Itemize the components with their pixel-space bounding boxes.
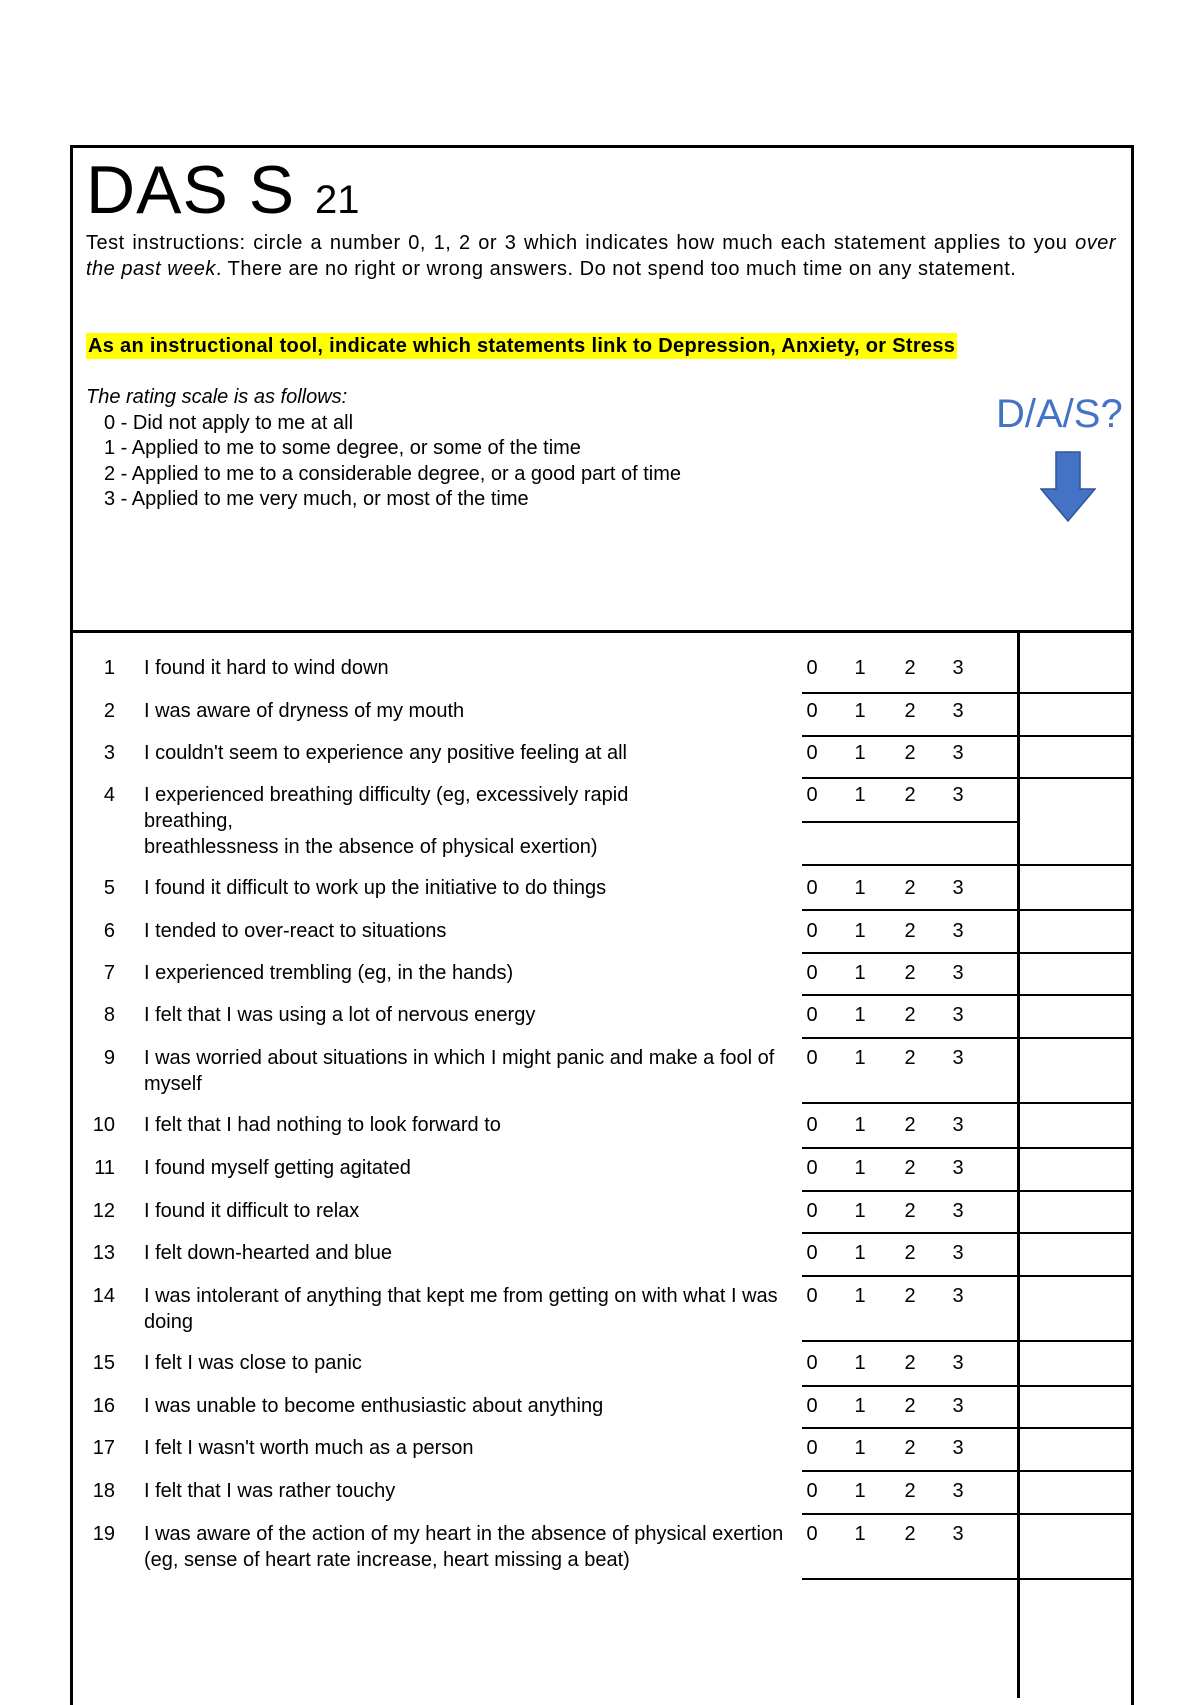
rating-choice-2[interactable]: 2 bbox=[904, 1114, 916, 1136]
rating-choice-3[interactable]: 3 bbox=[952, 1352, 964, 1374]
rating-choice-3[interactable]: 3 bbox=[952, 1395, 964, 1417]
item-statement bbox=[144, 782, 784, 860]
rating-choice-0[interactable]: 0 bbox=[806, 1114, 818, 1136]
item-statement: I was aware of dryness of my mouth bbox=[144, 700, 465, 722]
rating-choice-2[interactable]: 2 bbox=[904, 877, 916, 899]
das-label: D/A/S? bbox=[996, 392, 1123, 436]
rating-choice-1[interactable]: 1 bbox=[854, 1200, 866, 1222]
row-divider bbox=[802, 1102, 1132, 1104]
item-number: 16 bbox=[92, 1395, 115, 1417]
rating-option: 0 - Did not apply to me at all bbox=[104, 411, 354, 434]
rating-choice-1[interactable]: 1 bbox=[854, 1395, 866, 1417]
rating-choice-3[interactable]: 3 bbox=[952, 1285, 964, 1307]
rating-choice-2[interactable]: 2 bbox=[904, 920, 916, 942]
rating-scale-heading: The rating scale is as follows: bbox=[86, 386, 348, 408]
rating-choice-0[interactable]: 0 bbox=[806, 657, 818, 679]
title-main: DAS S bbox=[86, 152, 296, 228]
item-number: 12 bbox=[92, 1200, 115, 1222]
rating-choice-0[interactable]: 0 bbox=[806, 1047, 818, 1069]
row-divider bbox=[802, 1190, 1132, 1192]
row-divider bbox=[802, 1275, 1132, 1277]
item-statement: I found it difficult to work up the initiative to do things bbox=[144, 877, 607, 899]
rating-choice-0[interactable]: 0 bbox=[806, 1480, 818, 1502]
item-statement: I felt that I was rather touchy bbox=[144, 1480, 396, 1502]
row-divider bbox=[802, 952, 1132, 954]
item-number: 1 bbox=[103, 657, 115, 679]
rating-choice-1[interactable]: 1 bbox=[854, 700, 866, 722]
row-divider bbox=[802, 1385, 1132, 1387]
row-divider bbox=[802, 1578, 1132, 1580]
item-statement: I found myself getting agitated bbox=[144, 1157, 411, 1179]
item-number: 8 bbox=[103, 1004, 115, 1026]
row-divider bbox=[802, 864, 1132, 866]
rating-choice-2[interactable]: 2 bbox=[904, 1352, 916, 1374]
item-statement: I felt that I was using a lot of nervous energy bbox=[144, 1004, 536, 1026]
item-statement: I found it hard to wind down bbox=[144, 657, 389, 679]
row-divider bbox=[802, 735, 1132, 737]
item-number: 19 bbox=[92, 1523, 115, 1545]
rating-choice-1[interactable]: 1 bbox=[854, 1157, 866, 1179]
item-number: 18 bbox=[92, 1480, 115, 1502]
item-number: 3 bbox=[103, 742, 115, 764]
rating-choice-0[interactable]: 0 bbox=[806, 1437, 818, 1459]
row-divider bbox=[802, 1340, 1132, 1342]
rating-choice-0[interactable]: 0 bbox=[806, 1523, 818, 1545]
row-divider bbox=[802, 821, 1017, 823]
item-statement: I felt I was close to panic bbox=[144, 1352, 362, 1374]
item-statement: I couldn't seem to experience any positive feeling at all bbox=[144, 742, 627, 764]
rating-choice-1[interactable]: 1 bbox=[854, 1480, 866, 1502]
rating-choice-2[interactable]: 2 bbox=[904, 1523, 916, 1545]
rating-choice-3[interactable]: 3 bbox=[952, 877, 964, 899]
rating-choice-0[interactable]: 0 bbox=[806, 1285, 818, 1307]
rating-choice-2[interactable]: 2 bbox=[904, 962, 916, 984]
arrow-down-icon bbox=[1040, 451, 1096, 523]
das-column-divider bbox=[1017, 633, 1020, 1698]
instructions-part2: . There are no right or wrong answers. Do not spend too much time on any statement. bbox=[215, 258, 1017, 280]
rating-choice-1[interactable]: 1 bbox=[854, 1004, 866, 1026]
rating-choice-2[interactable]: 2 bbox=[904, 700, 916, 722]
instructions-part1: Test instructions: circle a number 0, 1, 2 or 3 which indicates how much each statement applies to you bbox=[86, 232, 1076, 254]
item-number: 7 bbox=[103, 962, 115, 984]
item-number: 10 bbox=[92, 1114, 115, 1136]
item-number: 4 bbox=[103, 784, 115, 806]
rating-choice-3[interactable]: 3 bbox=[952, 657, 964, 679]
item-number: 17 bbox=[92, 1437, 115, 1459]
item-statement: I found it difficult to relax bbox=[144, 1200, 360, 1222]
rating-choice-1[interactable]: 1 bbox=[854, 920, 866, 942]
rating-choice-1[interactable]: 1 bbox=[854, 1114, 866, 1136]
item-statement: I was worried about situations in which I might panic and make a fool of myself bbox=[144, 1047, 775, 1095]
rating-option: 2 - Applied to me to a considerable degree, or a good part of time bbox=[104, 462, 682, 485]
rating-choice-3[interactable]: 3 bbox=[952, 1200, 964, 1222]
rating-choice-2[interactable]: 2 bbox=[904, 1285, 916, 1307]
instructions bbox=[86, 230, 1116, 282]
rating-choice-0[interactable]: 0 bbox=[806, 1157, 818, 1179]
rating-choice-3[interactable]: 3 bbox=[952, 1242, 964, 1264]
rating-choice-0[interactable]: 0 bbox=[806, 1242, 818, 1264]
item-number: 15 bbox=[92, 1352, 115, 1374]
rating-choice-1[interactable]: 1 bbox=[854, 1047, 866, 1069]
rating-choice-2[interactable]: 2 bbox=[904, 742, 916, 764]
rating-choice-2[interactable]: 2 bbox=[904, 1157, 916, 1179]
rating-choice-1[interactable]: 1 bbox=[854, 962, 866, 984]
rating-choice-1[interactable]: 1 bbox=[854, 1285, 866, 1307]
item-number: 11 bbox=[94, 1157, 115, 1179]
row-divider bbox=[802, 692, 1132, 694]
row-divider bbox=[802, 1232, 1132, 1234]
rating-choice-1[interactable]: 1 bbox=[854, 1242, 866, 1264]
rating-choice-0[interactable]: 0 bbox=[806, 742, 818, 764]
rating-choice-2[interactable]: 2 bbox=[904, 1200, 916, 1222]
rating-choice-2[interactable]: 2 bbox=[904, 1480, 916, 1502]
rating-scale bbox=[86, 385, 681, 513]
rating-choice-3[interactable]: 3 bbox=[952, 1047, 964, 1069]
rating-choice-0[interactable]: 0 bbox=[806, 962, 818, 984]
item-statement: I tended to over-react to situations bbox=[144, 920, 447, 942]
rating-choice-1[interactable]: 1 bbox=[854, 1523, 866, 1545]
item-statement: I felt I wasn't worth much as a person bbox=[144, 1437, 474, 1459]
rating-choice-3[interactable]: 3 bbox=[952, 1157, 964, 1179]
rating-choice-3[interactable]: 3 bbox=[952, 1437, 964, 1459]
row-divider bbox=[802, 777, 1132, 779]
row-divider bbox=[802, 1037, 1132, 1039]
rating-option: 3 - Applied to me very much, or most of the time bbox=[104, 488, 529, 510]
rating-choice-0[interactable]: 0 bbox=[806, 877, 818, 899]
page-title bbox=[86, 152, 359, 238]
item-number: 9 bbox=[103, 1047, 115, 1069]
rating-choice-3[interactable]: 3 bbox=[952, 1114, 964, 1136]
rating-choice-0[interactable]: 0 bbox=[806, 1395, 818, 1417]
instructions-italic: over the past week bbox=[86, 232, 1116, 280]
item-number: 6 bbox=[103, 920, 115, 942]
rating-option: 1 - Applied to me to some degree, or some of the time bbox=[104, 437, 581, 459]
rating-choice-1[interactable]: 1 bbox=[854, 657, 866, 679]
rating-choice-3[interactable]: 3 bbox=[952, 784, 964, 806]
rating-choice-2[interactable]: 2 bbox=[904, 1437, 916, 1459]
item-statement: I felt that I had nothing to look forward to bbox=[144, 1114, 501, 1136]
rating-choice-0[interactable]: 0 bbox=[806, 784, 818, 806]
item-statement-line: I experienced breathing difficulty (eg, excessively rapid breathing, bbox=[144, 784, 629, 832]
rating-choice-3[interactable]: 3 bbox=[952, 920, 964, 942]
rating-choice-3[interactable]: 3 bbox=[952, 1480, 964, 1502]
item-statement: I was intolerant of anything that kept me from getting on with what I was doing bbox=[144, 1285, 778, 1333]
title-suffix: 21 bbox=[314, 178, 360, 222]
rating-choice-0[interactable]: 0 bbox=[806, 1352, 818, 1374]
row-divider bbox=[802, 1470, 1132, 1472]
rating-choice-3[interactable]: 3 bbox=[952, 700, 964, 722]
rating-choice-2[interactable]: 2 bbox=[904, 1395, 916, 1417]
item-statement: I felt down-hearted and blue bbox=[144, 1242, 392, 1264]
rating-choice-1[interactable]: 1 bbox=[854, 784, 866, 806]
row-divider bbox=[802, 1513, 1132, 1515]
row-divider bbox=[802, 1147, 1132, 1149]
row-divider bbox=[802, 1427, 1132, 1429]
item-number: 14 bbox=[92, 1285, 115, 1307]
highlight-note: As an instructional tool, indicate which statements link to Depression, Anxiety, or Stress bbox=[88, 335, 956, 357]
item-statement: I was aware of the action of my heart in the absence of physical exertion (eg, sense of heart rate increase, heart missing a beat) bbox=[144, 1523, 784, 1571]
row-divider bbox=[802, 909, 1132, 911]
rating-choice-1[interactable]: 1 bbox=[854, 742, 866, 764]
rating-choice-2[interactable]: 2 bbox=[904, 784, 916, 806]
rating-choice-0[interactable]: 0 bbox=[806, 920, 818, 942]
item-number: 5 bbox=[103, 877, 115, 899]
rating-choice-1[interactable]: 1 bbox=[854, 1437, 866, 1459]
item-number: 2 bbox=[103, 700, 115, 722]
rating-choice-3[interactable]: 3 bbox=[952, 1004, 964, 1026]
item-number: 13 bbox=[92, 1242, 115, 1264]
row-divider bbox=[802, 994, 1132, 996]
rating-choice-3[interactable]: 3 bbox=[952, 1523, 964, 1545]
rating-choice-1[interactable]: 1 bbox=[854, 877, 866, 899]
rating-choice-1[interactable]: 1 bbox=[854, 1352, 866, 1374]
rating-choice-2[interactable]: 2 bbox=[904, 1047, 916, 1069]
rating-choice-2[interactable]: 2 bbox=[904, 1004, 916, 1026]
rating-choice-0[interactable]: 0 bbox=[806, 1004, 818, 1026]
rating-choice-2[interactable]: 2 bbox=[904, 657, 916, 679]
rating-choice-2[interactable]: 2 bbox=[904, 1242, 916, 1264]
rating-choice-3[interactable]: 3 bbox=[952, 742, 964, 764]
item-statement-line: breathlessness in the absence of physical exertion) bbox=[144, 836, 598, 858]
rating-choice-0[interactable]: 0 bbox=[806, 700, 818, 722]
item-statement: I experienced trembling (eg, in the hands) bbox=[144, 962, 514, 984]
rating-choice-3[interactable]: 3 bbox=[952, 962, 964, 984]
item-statement: I was unable to become enthusiastic about anything bbox=[144, 1395, 604, 1417]
rating-choice-0[interactable]: 0 bbox=[806, 1200, 818, 1222]
